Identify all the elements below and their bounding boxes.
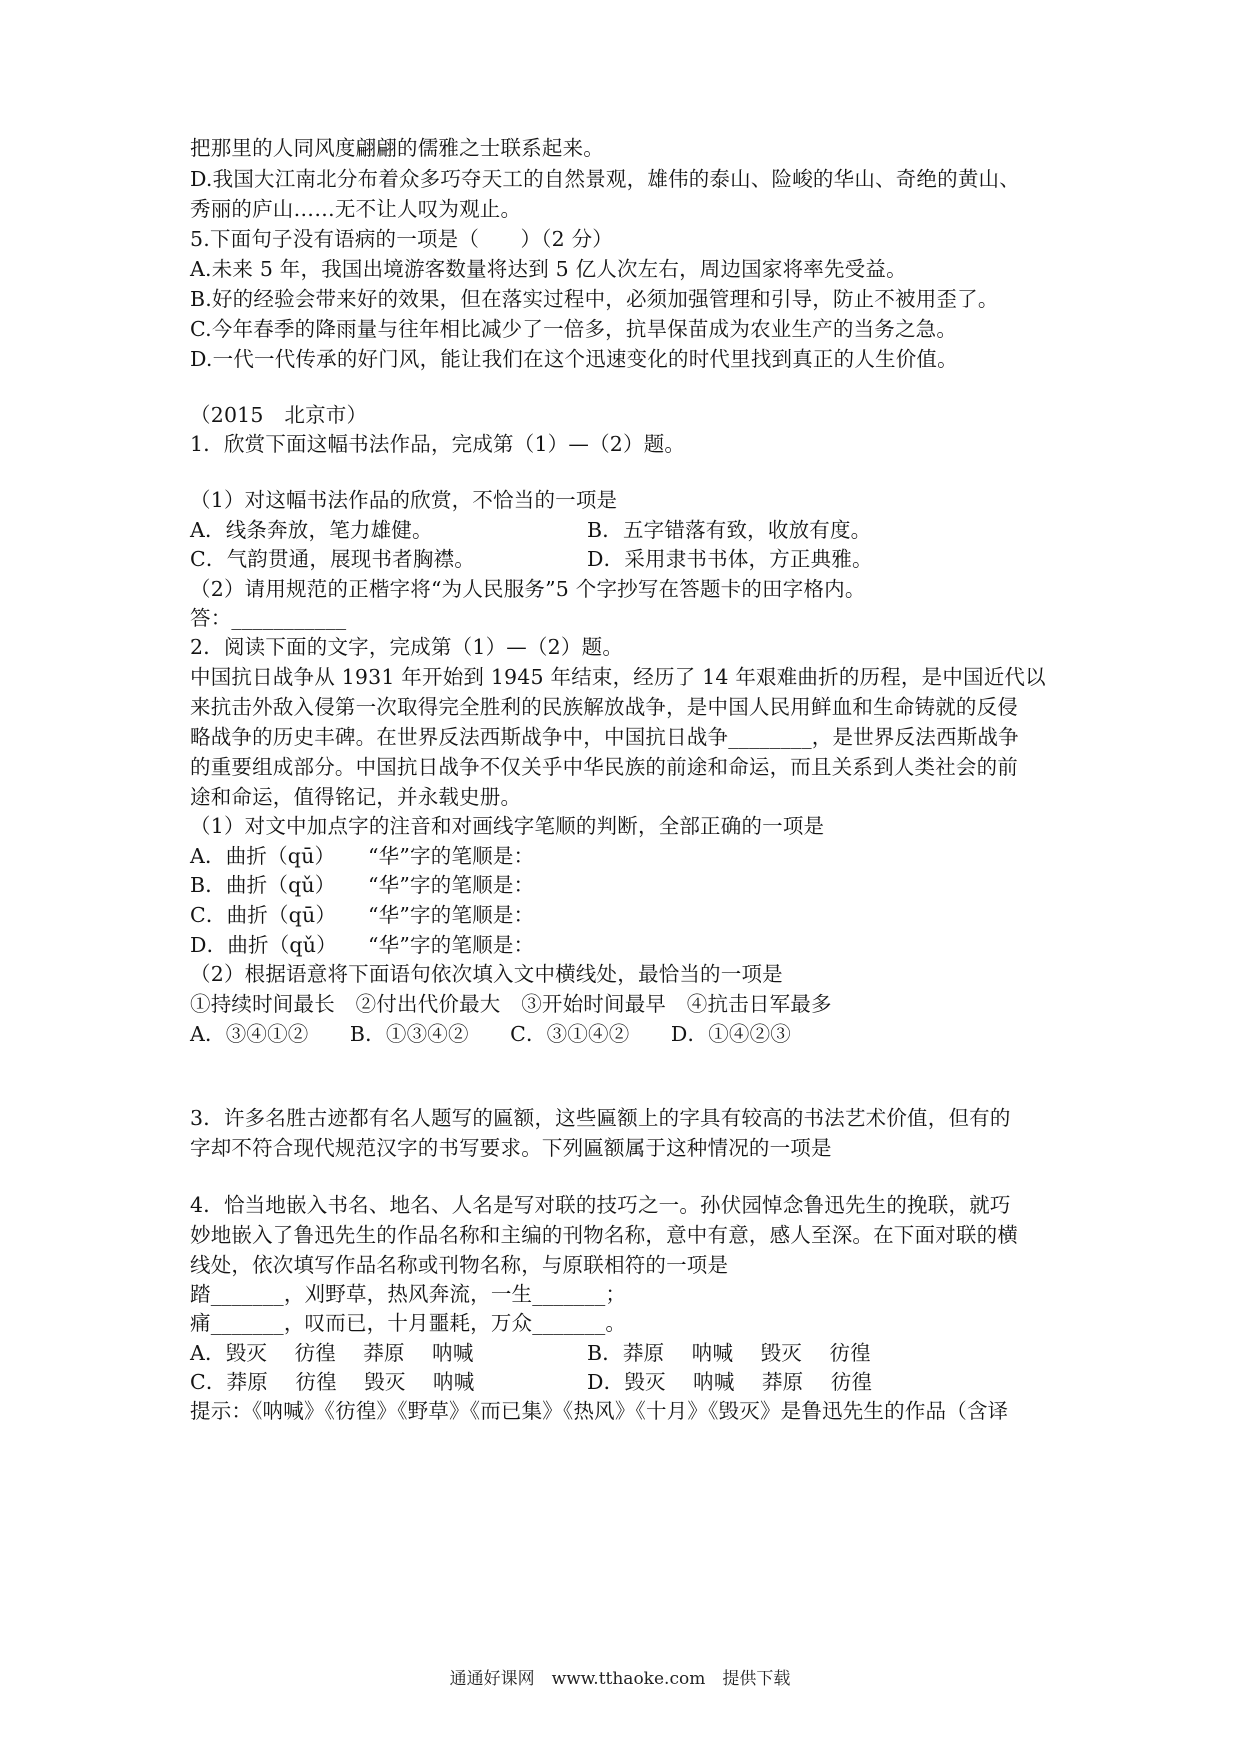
question-1-option-d: D．采用隶书书体，方正典雅。 — [587, 547, 873, 571]
question-3-line: 3．许多名胜古迹都有名人题写的匾额，这些匾额上的字具有较高的书法艺术价值，但有的 — [190, 1106, 1011, 1130]
question-4-line: 线处，依次填写作品名称或刊物名称，与原联相符的一项是 — [190, 1253, 729, 1277]
question-5-option-b: B.好的经验会带来好的效果，但在落实过程中，必须加强管理和引导，防止不被用歪了。 — [190, 287, 999, 311]
question-2-sub1: （1）对文中加点字的注音和对画线字笔顺的判断，全部正确的一项是 — [190, 814, 825, 838]
passage-line: 中国抗日战争从 1931 年开始到 1945 年结束，经历了 14 年艰难曲折的历程，是中国近代以 — [190, 665, 1046, 689]
question-4-option-a: A．毁灭 彷徨 莽原 呐喊 — [190, 1341, 474, 1365]
question-3-line: 字却不符合现代规范汉字的书写要求。下列匾额属于这种情况的一项是 — [190, 1136, 832, 1160]
question-4-option-b: B．莽原 呐喊 毁灭 彷徨 — [587, 1341, 871, 1365]
question-5-option-d: D.一代一代传承的好门风，能让我们在这个迅速变化的时代里找到真正的人生价值。 — [190, 347, 958, 371]
passage-line: 的重要组成部分。中国抗日战争不仅关乎中华民族的前途和命运，而且关系到人类社会的前 — [190, 755, 1018, 779]
page-footer: 通通好课网 www.tthaoke.com 提供下载 — [449, 1669, 791, 1689]
option-d: D.我国大江南北分布着众多巧夺天工的自然景观，雄伟的泰山、险峻的华山、奇绝的黄山、 — [190, 167, 1020, 191]
question-5-option-a: A.未来 5 年，我国出境游客数量将达到 5 亿人次左右，周边国家将率先受益。 — [190, 257, 907, 281]
hint-line: 提示：《呐喊》《彷徨》《野草》《而已集》《热风》《十月》《毁灭》是鲁迅先生的作品（含译 — [190, 1399, 1009, 1423]
couplet-line-1: 踏_______，刈野草，热风奔流，一生_______； — [190, 1282, 627, 1306]
stroke-order-text: “华”字的笔顺是： — [368, 873, 535, 897]
question-1-option-b: B．五字错落有致，收放有度。 — [587, 518, 872, 542]
question-1-sub1: （1）对这幅书法作品的欣赏，不恰当的一项是 — [190, 488, 618, 512]
stroke-order-text: “华”字的笔顺是： — [368, 933, 535, 957]
answer-line: 答：___________ — [190, 606, 347, 630]
question-1-option-c: C．气韵贯通，展现书者胸襟。 — [190, 547, 475, 571]
couplet-line-2: 痛_______，叹而已，十月噩耗，万众_______。 — [190, 1311, 627, 1335]
stroke-order-text: “华”字的笔顺是： — [368, 844, 535, 868]
question-2-choices: A．③④①② B．①③④② C．③①④② D．①④②③ — [190, 1022, 791, 1046]
option-label: A．曲折（qū） — [190, 844, 336, 868]
question-4-option-c: C．莽原 彷徨 毁灭 呐喊 — [190, 1370, 475, 1394]
question-2-sub2: （2）根据语意将下面语句依次填入文中横线处，最恰当的一项是 — [190, 962, 783, 986]
text-line: 秀丽的庐山……无不让人叹为观止。 — [190, 197, 522, 221]
question-4-line: 4．恰当地嵌入书名、地名、人名是写对联的技巧之一。孙伏园悼念鲁迅先生的挽联，就巧 — [190, 1193, 1011, 1217]
option-label: C．曲折（qū） — [190, 903, 337, 927]
question-4-option-d: D．毁灭 呐喊 莽原 彷徨 — [587, 1370, 873, 1394]
section-header: （2015 北京市） — [190, 403, 368, 427]
question-2-items: ①持续时间最长 ②付出代价最大 ③开始时间最早 ④抗击日军最多 — [190, 992, 832, 1016]
passage-line: 略战争的历史丰碑。在世界反法西斯战争中，中国抗日战争________，是世界反法西斯战争 — [190, 725, 1019, 749]
passage-line: 途和命运，值得铭记，并永载史册。 — [190, 785, 522, 809]
question-1-stem: 1．欣赏下面这幅书法作品，完成第（1）—（2）题。 — [190, 432, 686, 456]
question-2-stem: 2．阅读下面的文字，完成第（1）—（2）题。 — [190, 635, 624, 659]
question-4-line: 妙地嵌入了鲁迅先生的作品名称和主编的刊物名称，意中有意，感人至深。在下面对联的横 — [190, 1223, 1018, 1247]
question-5-stem: 5.下面句子没有语病的一项是（ ）（2 分） — [190, 227, 613, 251]
question-1-sub2: （2）请用规范的正楷字将“为人民服务”5 个字抄写在答题卡的田字格内。 — [190, 577, 866, 601]
stroke-order-text: “华”字的笔顺是： — [368, 903, 535, 927]
text-line: 把那里的人同风度翩翩的儒雅之士联系起来。 — [190, 136, 604, 160]
question-1-option-a: A．线条奔放，笔力雄健。 — [190, 518, 433, 542]
option-label: D．曲折（qǔ） — [190, 933, 337, 957]
question-5-option-c: C.今年春季的降雨量与往年相比减少了一倍多，抗旱保苗成为农业生产的当务之急。 — [190, 317, 958, 341]
option-label: B．曲折（qǔ） — [190, 873, 336, 897]
passage-line: 来抗击外敌入侵第一次取得完全胜利的民族解放战争，是中国人民用鲜血和生命铸就的反侵 — [190, 695, 1018, 719]
